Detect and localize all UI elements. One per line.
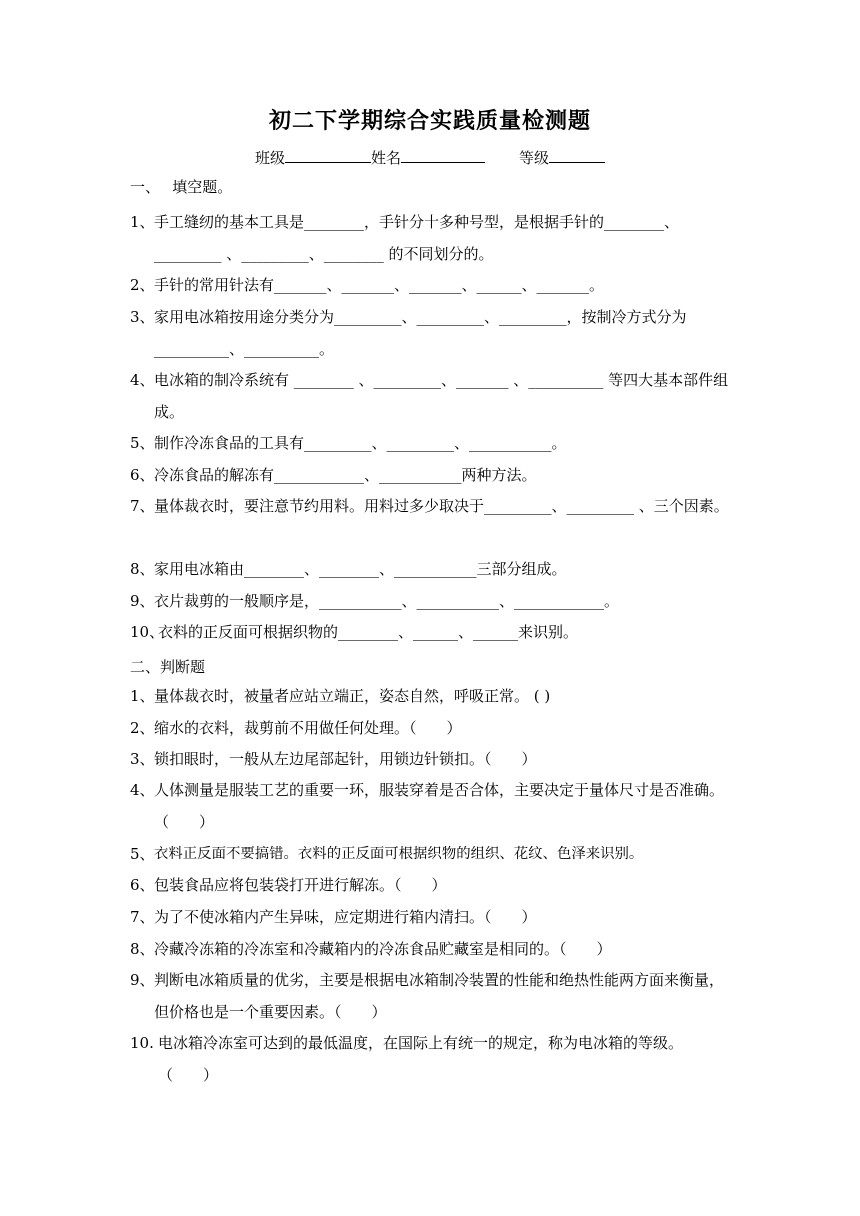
fill-question-3 xyxy=(130,301,730,365)
name-label: 姓名 xyxy=(370,149,401,167)
question-text: 制作冷冻食品的工具有_________、_________、___________。 xyxy=(154,434,567,452)
question-number: 9、 xyxy=(130,971,155,989)
question-text: 衣料的正反面可根据织物的________、______、______来识别。 xyxy=(158,623,579,641)
question-number: 3、 xyxy=(130,308,155,326)
question-number: 8、 xyxy=(130,940,155,958)
judge-question-5 xyxy=(130,838,730,870)
fill-question-7 xyxy=(130,490,730,522)
section-fill-heading: 一、 填空题。 xyxy=(130,178,233,196)
question-text: 量体裁衣时，要注意节约用料。用料过多少取决于_________、_________ 、三个因素。 xyxy=(154,497,729,515)
judge-question-8 xyxy=(130,933,730,965)
fill-question-4 xyxy=(130,364,730,428)
question-text: 量体裁衣时，被量者应站立端正，姿态自然，呼吸正常。 ( ) xyxy=(154,687,551,705)
fill-question-1 xyxy=(130,206,730,270)
question-text: 缩水的衣料，裁剪前不用做任何处理。（ ） xyxy=(154,719,462,737)
question-text: 衣料正反面不要搞错。衣料的正反面可根据织物的组织、花纹、色泽来识别。 xyxy=(154,846,644,862)
judge-question-3 xyxy=(130,743,730,775)
question-number: 4、 xyxy=(130,371,155,389)
question-text: 电冰箱的制冷系统有 ________ 、_________、_______ 、__________ 等四大基本部件组成。 xyxy=(154,371,729,421)
question-number: 7、 xyxy=(130,908,155,926)
question-number: 8、 xyxy=(130,560,155,578)
question-text: 冷藏冷冻箱的冷冻室和冷藏箱内的冷冻食品贮藏室是相同的。（ ） xyxy=(154,940,612,958)
question-number: 10. xyxy=(130,1034,154,1052)
question-number: 1、 xyxy=(130,213,155,231)
question-text: 锁扣眼时，一般从左边尾部起针，用锁边针锁扣。（ ） xyxy=(154,750,537,768)
fill-question-10 xyxy=(130,616,730,648)
judge-question-9 xyxy=(130,964,730,1028)
judge-question-2 xyxy=(130,712,730,744)
question-text: 冷冻食品的解冻有____________、___________两种方法。 xyxy=(154,466,537,484)
judge-question-1 xyxy=(130,680,730,712)
question-text: 判断电冰箱质量的优劣，主要是根据电冰箱制冷装置的性能和绝热性能两方面来衡量，但价格也是一个重要因素。（ ） xyxy=(154,971,725,1021)
question-text: 衣片裁剪的一般顺序是，___________、___________、____________。 xyxy=(154,592,620,610)
page-title: 初二下学期综合实践质量检测题 xyxy=(268,108,591,134)
question-text: 人体测量是服装工艺的重要一环，服装穿着是否合体，主要决定于量体尺寸是否准确。（ ） xyxy=(154,781,725,831)
question-number: 5、 xyxy=(130,845,155,863)
question-number: 4、 xyxy=(130,781,155,799)
fill-question-2 xyxy=(130,269,730,301)
question-text: 家用电冰箱按用途分类分为_________、_________、_________，按制冷方式分为 __________、__________。 xyxy=(154,308,687,358)
question-text: 电冰箱冷冻室可达到的最低温度，在国际上有统一的规定，称为电冰箱的等级。 （ ） xyxy=(158,1034,684,1084)
class-blank[interactable] xyxy=(285,148,371,163)
question-number: 6、 xyxy=(130,876,155,894)
question-text: 为了不使冰箱内产生异味，应定期进行箱内清扫。（ ） xyxy=(154,908,537,926)
question-text: 家用电冰箱由________、________、___________三部分组成。 xyxy=(154,560,567,578)
question-number: 6、 xyxy=(130,466,155,484)
judge-question-6 xyxy=(130,869,730,901)
grade-blank[interactable] xyxy=(549,148,605,163)
question-number: 2、 xyxy=(130,276,155,294)
judge-question-10 xyxy=(130,1027,730,1091)
question-number: 10、 xyxy=(130,623,165,641)
question-number: 2、 xyxy=(130,719,155,737)
fill-question-5 xyxy=(130,427,730,459)
question-text: 包装食品应将包装袋打开进行解冻。（ ） xyxy=(154,876,447,894)
class-label: 班级 xyxy=(254,149,285,167)
question-text: 手工缝纫的基本工具是________，手针分十多种号型，是根据手针的________、_________ 、_________、________ 的不同划分的。 xyxy=(154,213,680,263)
question-number: 7、 xyxy=(130,497,155,515)
question-number: 1、 xyxy=(130,687,155,705)
student-info-line xyxy=(0,147,860,168)
fill-question-6 xyxy=(130,459,730,491)
question-number: 9、 xyxy=(130,592,155,610)
section-judge-heading: 二、判断题 xyxy=(130,658,206,676)
fill-question-9 xyxy=(130,585,730,617)
grade-label: 等级 xyxy=(519,149,550,167)
judge-question-7 xyxy=(130,901,730,933)
judge-question-4 xyxy=(130,774,730,838)
question-text: 手针的常用针法有_______、_______、_______、______、_______。 xyxy=(154,276,605,294)
question-number: 5、 xyxy=(130,434,155,452)
question-number: 3、 xyxy=(130,750,155,768)
fill-question-8 xyxy=(130,553,730,585)
name-blank[interactable] xyxy=(401,148,485,163)
